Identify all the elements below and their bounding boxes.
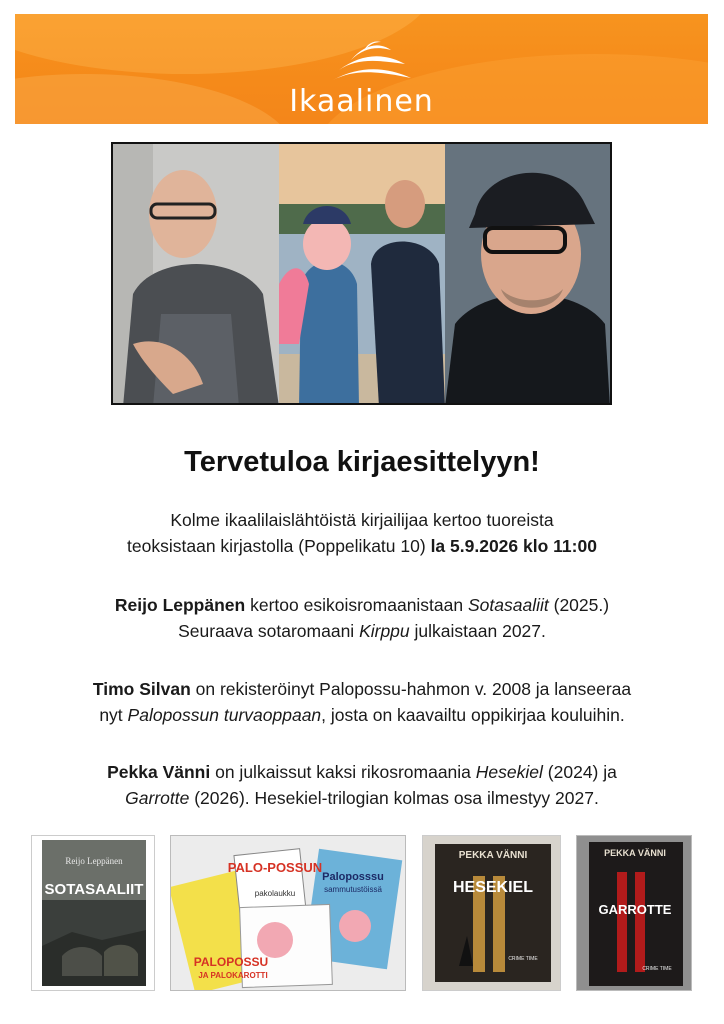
book-subtitle: pakolaukku bbox=[254, 889, 296, 898]
book-publisher: CRIME TIME bbox=[508, 956, 538, 962]
flame-wings-logo-icon bbox=[325, 40, 421, 88]
author-text: on rekisteröinyt Palopossu-hahmon v. 2008 ja lanseeraa bbox=[195, 679, 632, 699]
book-title: PALO-POSSUN bbox=[227, 860, 323, 875]
author-text: on julkaissut kaksi rikosromaania bbox=[215, 762, 471, 782]
book-covers-palopossu bbox=[170, 835, 406, 991]
author-text: , josta on kaavailtu oppikirjaa kouluihin. bbox=[321, 705, 625, 725]
book-title: JA PALOKAROTTI bbox=[198, 971, 268, 980]
author-name: Reijo Leppänen bbox=[114, 595, 246, 615]
author-name: Timo Silvan bbox=[92, 679, 191, 699]
book-author: PEKKA VÄNNI bbox=[604, 848, 666, 858]
book-title: HESEKIEL bbox=[452, 879, 534, 896]
author-photo-strip bbox=[111, 142, 612, 405]
author-text: Seuraava sotaromaani bbox=[178, 621, 355, 641]
author-section-pekka bbox=[20, 759, 704, 811]
portrait-photo-pekka bbox=[445, 144, 610, 403]
book-title: SOTASAALIIT bbox=[44, 881, 144, 898]
intro-line: teoksistaan kirjastolla (Poppelikatu 10) bbox=[127, 536, 426, 556]
page-title: Tervetuloa kirjaesittelyyn! bbox=[184, 446, 540, 478]
author-text: (2025.) bbox=[553, 595, 610, 615]
book-title: Sotasaaliit bbox=[468, 595, 549, 615]
book-title: Kirppu bbox=[359, 621, 410, 641]
event-datetime: la 5.9.2026 klo 11:00 bbox=[430, 536, 597, 556]
author-text: (2024) ja bbox=[547, 762, 617, 782]
author-text: julkaistaan 2027. bbox=[414, 621, 546, 641]
book-author: Reijo Leppänen bbox=[65, 856, 123, 866]
portrait-photo-timo-with-mascot bbox=[279, 144, 445, 403]
author-text: kertoo esikoisromaanistaan bbox=[250, 595, 464, 615]
book-cover-sotasaaliit bbox=[31, 835, 155, 991]
book-title: GARROTTE bbox=[598, 902, 672, 917]
author-text: nyt bbox=[99, 705, 123, 725]
book-subtitle: sammutustöissä bbox=[324, 885, 382, 894]
intro-paragraph bbox=[20, 507, 704, 559]
author-text: (2026). Hesekiel-trilogian kolmas osa ilmestyy 2027. bbox=[194, 788, 599, 808]
book-title: PALOPOSSU bbox=[193, 955, 269, 969]
brand-name: Ikaalinen bbox=[289, 84, 434, 119]
book-author: PEKKA VÄNNI bbox=[458, 850, 528, 861]
header-banner bbox=[15, 14, 708, 124]
book-title: Hesekiel bbox=[475, 762, 543, 782]
intro-line: Kolme ikaalilaislähtöistä kirjailijaa kertoo tuoreista bbox=[170, 510, 554, 530]
book-title: Garrotte bbox=[125, 788, 190, 808]
book-publisher: CRIME TIME bbox=[642, 966, 672, 972]
portrait-photo-reijo bbox=[113, 144, 279, 403]
author-section-timo bbox=[20, 676, 704, 728]
author-name: Pekka Vänni bbox=[107, 762, 211, 782]
author-section-reijo bbox=[20, 592, 704, 644]
book-title: Paloposssu bbox=[322, 871, 384, 883]
book-cover-garrotte bbox=[576, 835, 692, 991]
book-cover-hesekiel bbox=[422, 835, 561, 991]
book-title: Palopossun turvaoppaan bbox=[127, 705, 322, 725]
